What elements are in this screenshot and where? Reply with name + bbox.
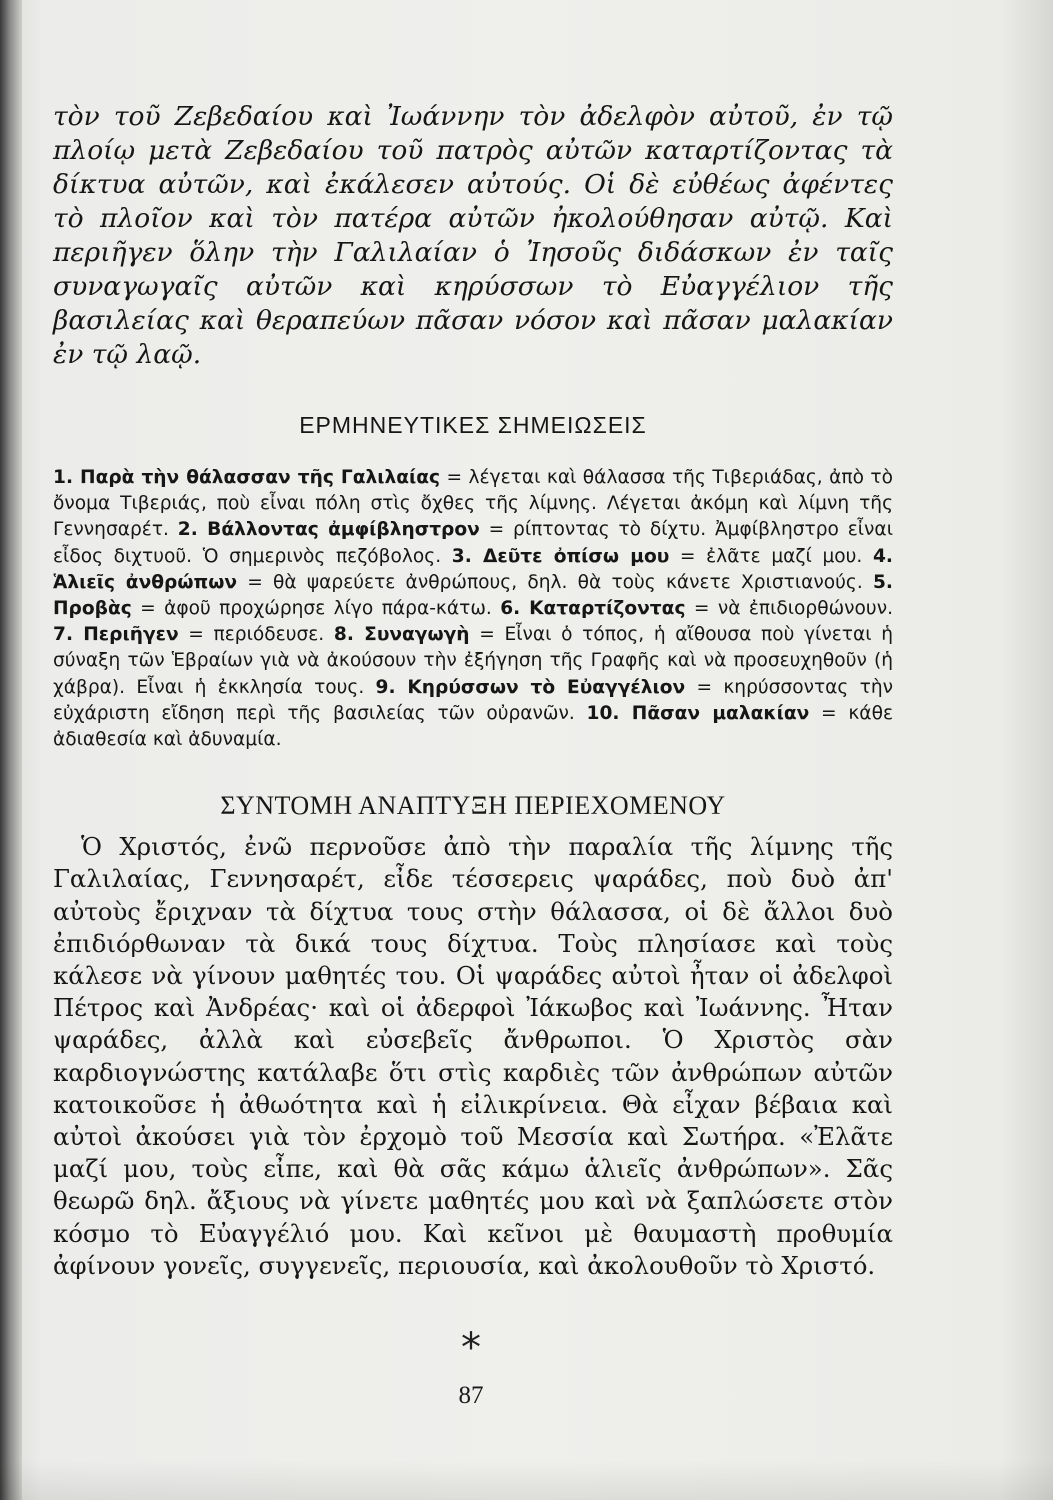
note-text: = νὰ ἐπιδιορθώνουν. — [685, 598, 893, 620]
note-text: = θὰ ψαρεύετε ἀνθρώπους, δηλ. θὰ τοὺς κάνετε Χριστιανούς. — [237, 571, 873, 593]
notes-heading: ΕΡΜΗΝΕΥΤΙΚΕΣ ΣΗΜΕΙΩΣΕΙΣ — [299, 412, 647, 438]
page-content — [53, 100, 893, 1282]
note-text: = κηρύσσοντας τὴν εὐχάριστη εἴδηση περὶ τῆς βασιλείας τῶν οὐρανῶν. — [53, 676, 893, 724]
note-term: 8. Συναγωγὴ — [333, 624, 470, 646]
note-text: = περιόδευσε. — [178, 624, 334, 646]
page-bottom-shade — [0, 1460, 1053, 1500]
note-term: 1. Παρὰ τὴν θάλασσαν τῆς Γαλιλαίας — [53, 467, 441, 488]
note-term: 7. Περιῆγεν — [53, 624, 179, 646]
section-asterisk: * — [461, 1325, 481, 1371]
note-text: = ἀφοῦ προχώρησε λίγο πάρα-κάτω. — [131, 598, 501, 620]
note-term: 10. Πᾶσαν μαλακίαν — [586, 702, 810, 724]
note-text: = κάθε ἀδιαθεσία καὶ ἀδυναμία. — [53, 702, 893, 751]
note-term: 3. Δεῦτε ὀπίσω μου — [451, 545, 670, 567]
note-term: 9. Κηρύσσων τὸ Εὐαγγέλιον — [375, 676, 686, 698]
note-text: = ἐλᾶτε μαζί μου. — [669, 545, 873, 567]
note-text: = ρίπτοντας τὸ δίχτυ. Ἀμφίβληστρο εἶναι εἶδος διχτυοῦ. Ὁ σημερινὸς πεζόβολος. — [53, 519, 893, 567]
summary-text: Ὁ Χριστός, ἐνῶ περνοῦσε ἀπὸ τὴν παραλία τῆς λίμνης τῆς Γαλιλαίας, Γεννησαρέτ, εἶδε τέσσερεις ψαράδες, ποὺ δυὸ ἀπ' αὐτοὺς ἔριχναν τὰ δίχτυα τους στὴν θάλασσα, οἱ δὲ ἄλλοι δυὸ ἐπιδιόρθωναν τὰ δικά τους δίχτυα. Τοὺς πλησίασε καὶ τοὺς κάλεσε νὰ γίνουν μαθητές του. Οἱ ψαράδες αὐτοὶ ἦταν οἱ ἀδελφοὶ Πέτρος καὶ Ἀνδρέας· καὶ οἱ ἀδερφοὶ Ἰάκωβος καὶ Ἰωάννης. Ἦταν ψαράδες, ἀλλὰ καὶ εὐσεβεῖς ἄνθρωποι. Ὁ Χριστὸς σὰν καρδιογνώστης κατάλαβε ὅτι στὶς καρδιὲς τῶν ἀνθρώπων αὐτῶν κατοικοῦσε ἡ ἀθωότητα καὶ ἡ εἰλικρίνεια. Θὰ εἶχαν βέβαια καὶ αὐτοὶ ἀκούσει γιὰ τὸν ἐρχομὸ τοῦ Μεσσία καὶ Σωτήρα. «Ἐλᾶτε μαζί μου, τοὺς εἶπε, καὶ θὰ σᾶς κάμω ἁλιεῖς ἀνθρώπων». Σᾶς θεωρῶ δηλ. ἄξιους νὰ γίνετε μαθητές μου καὶ νὰ ξαπλώσετε στὸν κόσμο τὸ Εὐαγγέλιό μου. Καὶ κεῖνοι μὲ θαυμαστὴ προθυμία ἀφίνουν γονεῖς, συγγενεῖς, περιουσία, καὶ ἀκολουθοῦν τὸ Χριστό. — [53, 832, 893, 1280]
note-term: 5. Προβὰς — [53, 571, 893, 620]
summary-heading: ΣΥΝΤΟΜΗ ΑΝΑΠΤΥΞΗ ΠΕΡΙΕΧΟΜΕΝΟΥ — [220, 791, 726, 821]
note-term: 6. Καταρτίζοντας — [500, 598, 686, 620]
note-text: = λέγεται καὶ θάλασσα τῆς Τιβεριάδας, ἀπὸ τὸ ὄνομα Τιβεριάς, ποὺ εἶναι πόλη στὶς ὄχθες τῆς λίμνης. Λέγεται ἀκόμη καὶ λίμνη τῆς Γεννησαρέτ. — [53, 467, 893, 541]
scripture-passage: τὸν τοῦ Ζεβεδαίου καὶ Ἰωάννην τὸν ἀδελφὸν αὐτοῦ, ἐν τῷ πλοίῳ μετὰ Ζεβεδαίου τοῦ πατρὸς αὐτῶν καταρτίζοντας τὰ δίκτυα αὐτῶν, καὶ ἐκάλεσεν αὐτούς. Οἱ δὲ εὐθέως ἀφέντες τὸ πλοῖον καὶ τὸν πατέρα αὐτῶν ἠκολούθησαν αὐτῷ. Καὶ περιῆγεν ὅλην τὴν Γαλιλαίαν ὁ Ἰησοῦς διδάσκων ἐν ταῖς συναγωγαῖς αὐτῶν καὶ κηρύσσων τὸ Εὐαγγέλιον τῆς βασιλείας καὶ θεραπεύων πᾶσαν νόσον καὶ πᾶσαν μαλακίαν ἐν τῷ λαῷ. — [53, 101, 893, 370]
summary-paragraph — [53, 831, 893, 1282]
page-number: 87 — [458, 1382, 484, 1409]
interpretive-notes — [53, 465, 893, 753]
page-binding-shadow — [0, 0, 22, 1500]
note-term: 4. Ἁλιεῖς ἀνθρώπων — [53, 545, 893, 593]
note-term: 2. Βάλλοντας ἀμφίβληστρον — [177, 519, 480, 541]
note-text: = Εἶναι ὁ τόπος, ἡ αἴθουσα ποὺ γίνεται ἡ σύναξη τῶν Ἑβραίων γιὰ νὰ ἀκούσουν τὴν ἐξήγηση τῆς Γραφῆς καὶ νὰ προσευχηθοῦν (ἡ χάβρα). Εἶναι ἡ ἐκκλησία τους. — [53, 624, 893, 698]
